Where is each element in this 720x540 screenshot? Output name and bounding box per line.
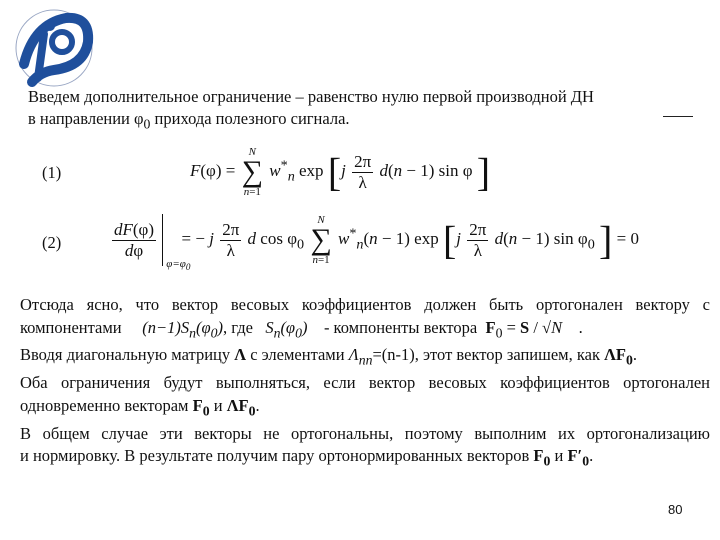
inline-f0-c: $F_0$ [533, 446, 551, 469]
institute-logo-icon [4, 4, 100, 92]
body-line-3: Вводя диагональную матрицу Λ с элементами $\Lambda_{nn}=(n-1)$, этот вектор запишем, как $\Lambda F_0$. [20, 345, 637, 368]
inline-lambda-nn: $\Lambda_{nn}$ [348, 345, 373, 368]
body-line-5: одновременно векторам $F_0$ и $\Lambda F_0$. [20, 395, 260, 419]
intro-line-2-b: прихода полезного сигнала. [150, 109, 350, 128]
inline-lambda-f0-b: $\Lambda F_0$ [226, 395, 256, 419]
inline-formula-n-minus-1-sn: $(n-1)S_n(\varphi_0)$ [142, 317, 224, 340]
inline-formula-f0-eq: $F_0 = S / √N$ [485, 317, 563, 340]
body-line-1: Отсюда ясно, что вектор весовых коэффициентов должен быть ортогонален вектору с [20, 295, 710, 314]
intro-line-2-sub: 0 [143, 116, 151, 132]
inline-formula-sn: $S_n(\varphi_0)$ [265, 317, 308, 340]
inline-lambda-f0: $\Lambda F_0$ [604, 345, 633, 368]
body-line-3-c: =(n-1), этот вектор запишем, как [372, 345, 600, 365]
intro-paragraph [28, 86, 668, 135]
inline-lambda: Λ [234, 345, 247, 365]
body-line-7-a: и нормировку. В результате получим пару ортонормированных векторов [20, 446, 530, 466]
body-line-2-a: компонентами [20, 317, 122, 337]
intro-line-2 [28, 108, 668, 135]
body-line-5-b: и [213, 395, 223, 415]
body-line-4: Оба ограничения будут выполняться, если вектор весовых коэффициентов ортогонален [20, 373, 710, 393]
body-line-7-b: и [554, 446, 564, 466]
body-line-7: и нормировку. В результате получим пару ортонормированных векторов $F_0$ и $F'_0$. [20, 446, 594, 469]
body-line-2: компонентами $(n-1)S_n(\varphi_0)$, где $S_n(\varphi_0)$ - компоненты вектора $F_0 = S / √N$ . [20, 317, 583, 340]
equation-1-label: (1) [42, 163, 62, 182]
intro-line-2-a: в направлении φ [28, 109, 144, 128]
body-line-5-a: одновременно векторам [20, 395, 189, 415]
intro-line-1: Введем дополнительное ограничение – равенство нулю первой производной ДН [28, 87, 594, 106]
body-line-3-b: с элементами [250, 345, 345, 365]
equation-1-formula: F(φ) = N ∑ n=1 $w^*_n$ exp [j $\frac{2\pi}{\lambda}$ d(n − 1) sin φ ] [190, 146, 491, 198]
short-rule [663, 116, 693, 117]
body-line-3-a: Вводя диагональную матрицу [20, 345, 231, 365]
equation-2-label: (2) [42, 233, 62, 252]
page-number: 80 [668, 502, 683, 517]
inline-f0-a: $F_0$ [192, 395, 210, 419]
body-line-2-c: - компоненты вектора [323, 317, 478, 337]
equation-2-formula: $\frac{dF(\varphi)}{d\varphi}$ $\varphi=\varphi_0$ = − j $\frac{2\pi}{\lambda}$ d $\cos \varphi_0$ N ∑ n=1 $w^*_n(n - 1)$ exp [j $\frac{2\pi}{\lambda}$ d(n − 1) $\sin \varphi_0$ ] = 0 [114, 214, 639, 272]
body-line-6: В общем случае эти векторы не ортогональны, поэтому выполним их ортогонализацию [20, 423, 710, 443]
body-line-2-b: , где [223, 317, 253, 337]
body-text [20, 294, 710, 473]
inline-f-prime-0: $F'_0$ [567, 446, 590, 469]
